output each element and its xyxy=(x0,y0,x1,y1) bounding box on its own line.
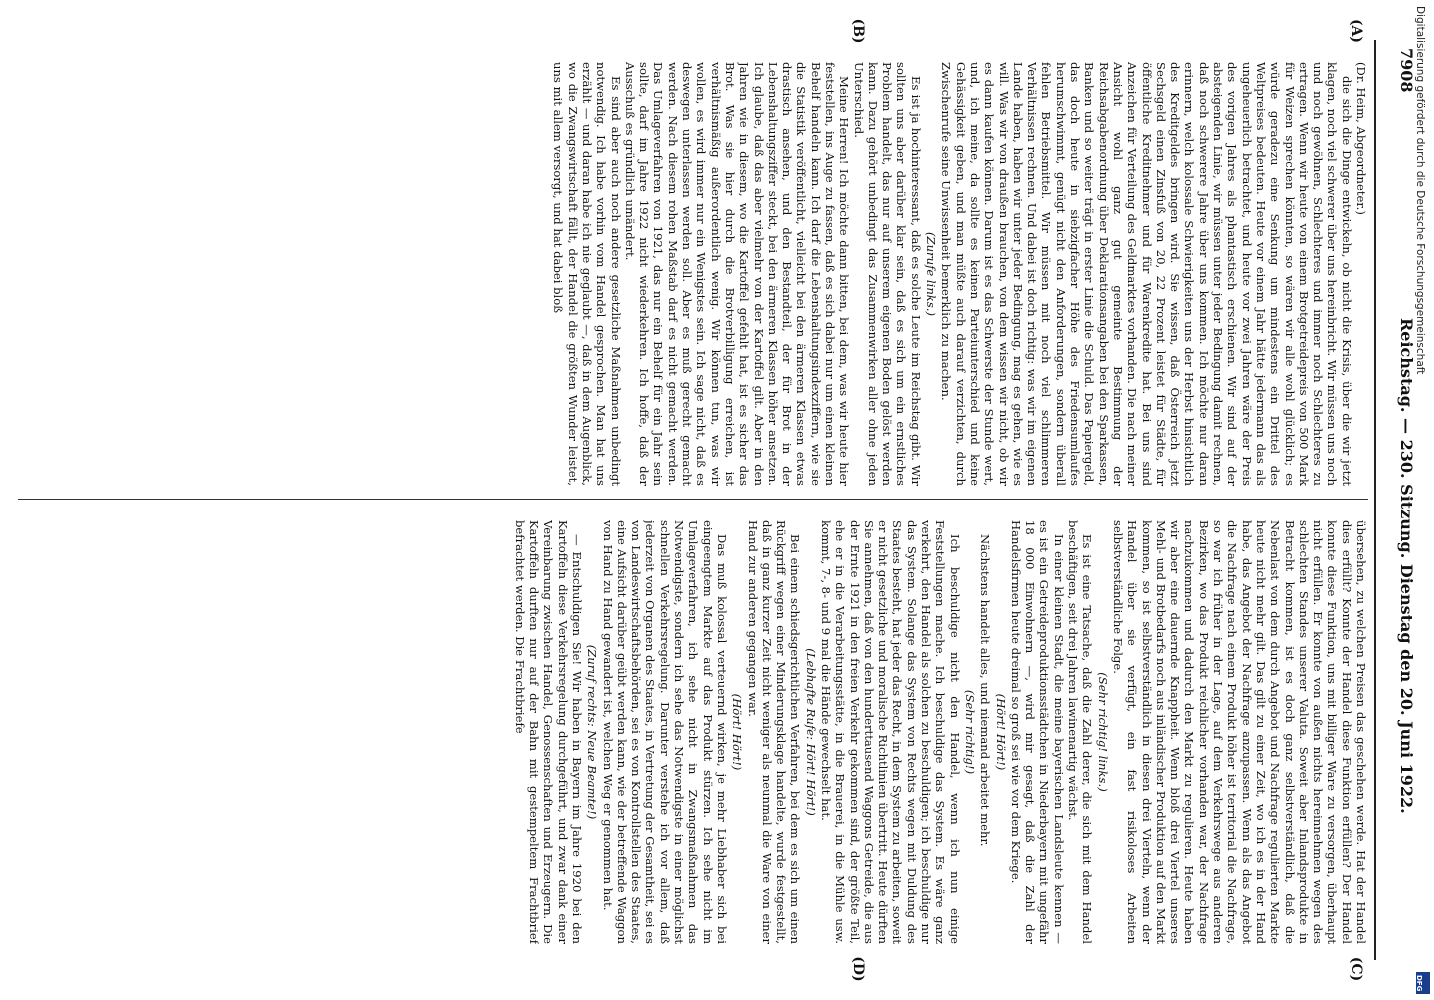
header-rule xyxy=(1374,40,1376,960)
paragraph: übersehen, zu welchen Preisen das geschehen werde. Hat der Handel dies erfüllt? Konnte der Handel diese Funktion erfüllen? Der Handel konnte diese Funktion, uns mit billiger Ware zu versorgen, überhaupt nicht erfüllen. Er konnte von außen nichts hereinnehmen wegen des schlechten Standes unserer Valuta. Soweit aber Inlandsprodukte in Betracht kommen, ist es doch ganz selbstverständlich, daß die Nebenlast von dem durch Angebot und Nachfrage regulierten Markte heute nicht mehr gilt. Das gilt zu einer Zeit, wo ich es in der Hand habe, das Angebot der Nachfrage anzupassen. Wenn als das Angebot die Nachfrage nach einem Produkt höher ist territorial die Nachfrage, so war ich früher in der Lage, auf dem Verkehrswege aus anderen Bezirken, wo das Produkt reichlicher vorhanden war, der Nachfrage nachzukommen und dadurch den Markt zu regulieren. Heute haben wir aber eine dauernde Knappheit. Wenn bloß drei Viertel unseres Mehl- und Brotbedarfs noch aus inländischer Produktion auf den Markt kommen, so ist selbstverständlich in diesen drei Vierteln, wenn der Handel über sie verfügt, ein fast risikoloses Arbeiten selbstverständliche Folge. xyxy=(1110,520,1368,944)
interjection: (Zurufe links.) xyxy=(924,232,939,316)
paragraph: Das muß kolossal verteuernd wirken, je mehr Liebhaber sich bei eingeengtem Markte auf das Produkt stürzen. Ich sehe nicht im Umlageverfahren, ich sehe nicht in Zwangsmaßnahmen das Notwendigste, sondern ich sehe das Notwendigste in einer möglichst schnellen Verkehrsregelung. Darunter verstehe ich vor allem, daß jederzeit von Organen des Staates, in Vertretung der Gesamtheit, sei es von Landeswirtschaftsbehörden, sei es von Kontrollstellen des Staates, eine Aufsicht darüber geübt werden kann, wie der betreffende Waggon von Hand zu Hand gewandert ist, welchen Weg er genommen hat. xyxy=(600,520,729,944)
paragraph: — Entschuldigen Sie! Wir haben in Bayern im Jahre 1920 bei den Kartoffeln diese Verkehrsregelung durchgeführt, und zwar dank einer Vereinbarung zwischen Handel, Genossenschaften und Erzeugern. Die Kartoffeln durften nur auf der Bahn mit gestempeltem Frachtbrief befrachtet werden. Die Frachtbriefe xyxy=(512,520,584,944)
paragraph: (Dr. Heim, Abgeordneter.) xyxy=(1354,62,1368,215)
paragraph: Ich beschuldige nicht den Handel, wenn ich nun einige Feststellungen mache. Ich beschuldige das System. Es wäre ganz verkehrt, den Handel als solchen zu beschuldigen; ich beschuldige nur das System. Solange das System von Rechts wegen mit Duldung des Staates besteht, hat jeder das Recht, in dem System zu arbeiten, soweit er nicht gesetzliche und moralische Richtlinien übertritt. Heute dürften Sie annehmen, daß von den hunderttausend Waggons Getreide, die aus der Ernte 1921 in den freien Verkehr gekommen sind, der größte Teil, ehe er in die Verarbeitungsstätte, in die Brauerei, in die Mühle usw. kommt, 7-, 8- und 9 mal die Hände gewechselt hat. xyxy=(819,520,962,944)
interjection: (Hört! Hört!) xyxy=(993,693,1008,771)
column-divider xyxy=(18,499,1368,500)
paragraph: Es ist ja hochinteressant, daß es solche Leute im Reichstag gibt. Wir sollten uns aber darüber klar sein, daß es sich um ein ernstliches Problem handelt, das nur auf unserem eigenen Boden gelöst werden kann. Dazu gehört unbedingt das Zusammenwirken aller ohne jeden Unterschied. xyxy=(851,62,923,486)
right-text-column xyxy=(18,520,1368,944)
page-number: 7908 xyxy=(1397,48,1416,93)
margin-mark-c: (C) xyxy=(1348,956,1364,982)
interjection: (Lebhafte Rufe: Hört! Hört!) xyxy=(803,648,818,816)
running-title: Reichstag. — 230. Sitzung. Dienstag den 20. Juni 1922. xyxy=(1397,318,1416,814)
margin-mark-a: (A) xyxy=(1348,18,1364,44)
paragraph: Meine Herren! Ich möchte dann bitten, bei dem, was wir heute hier feststellen, ins Auge zu fassen, daß es sich dabei nur um einen kleinen Behelf handeln kann. Ich darf die Lebenshaltungsindexziffern, wie sie die Statistik veröffentlicht, vielleicht bei den ärmeren Klassen etwas drastisch ansehen, und den Bestandteil, der für Brot in der Lebenshaltungsziffer steckt, bei den ärmeren Klassen höher ansetzen. Ich glaube, daß das aber vielmehr von der Kartoffel gilt. Aber in den Jahren wie in diesem, wo die Kartoffel gefehlt hat, ist es sicher das Brot. Was sie hier durch die Brotverbilligung erreichen, ist verhältnismäßig außerordentlich wenig. Wir können tun, was wir wollen, es wird immer nur ein Wenigstes sein. Ich sage nicht, daß es deswegen unterlassen werden soll. Aber es muß gerecht gemacht werden. Nach diesem rohen Maßstab darf es nicht gemacht werden. Das Umlageverfahren von 1921, das nur ein Behelf für ein Jahr sein sollte, darf im Jahre 1922 nicht wiederkehren. Ich hoffe, daß der Ausschuß es gründlich umändert. xyxy=(622,62,852,486)
paragraph: die sich die Dinge entwickeln, ob nicht die Krisis, über die wir jetzt klagen, noch viel schwerer über uns hereinbricht. Wir müssen uns noch und noch gewöhnen, Schlechteres und immer noch Schlechteres zu ertragen. Wenn wir heute von einem Brotgetreidepreis von 500 Mark für Weizen sprechen könnten, so wären wir alle wohl glücklich; es würde geradezu eine Senkung um mindestens ein Drittel des Weltpreises bedeuten. Heute vor einem Jahr hätte jedermann das als ungeheuerlich betrachtet, und heute vor zwei Jahren wäre der Preis des vorigen Jahres als phantastisch erschienen. Wir sind auf der absteigenden Linie, wir müssen unter jeder Bedingung damit rechnen, daß noch schwerere Jahre über uns kommen. Ich möchte nur daran erinnern, welch kolossale Schwierigkeiten uns der Herbst hinsichtlich des Kreditgeldes bringen wird. Sie wissen, daß Österreich jetzt Sechsgeld einen Zinsfuß von 20, 22 Prozent leistet für Städte, für öffentliche Kreditnehmer und für Warenkredite hat. Bei uns sind Anzeichen für Verteilung des Geldmarktes vorhanden. Die nach meiner Ansicht wohl ganz gut gemeinte Bestimmung der Reichsabgabenordnung über Deklarationsangaben bei den Sparkassen, Banken und so weiter trägt in erster Linie die Schuld. Das Papiergeld, das doch heute in siebzigfacher Höhe des Friedensumlaufes herumschwimmt, genügt nicht den Anforderungen, sondern überall fehlen Betriebsmittel. Wir müssen mit noch viel schlimmeren Verhältnissen rechnen. Und dabei ist doch richtig: was wir im eigenen Lande haben, haben wir unter jeder Bedingung, mag es gehen, wie es will. Was wir von draußen brauchen, von dem wissen wir nicht, ob wir es dann kaufen können. Darum ist es das Schwerste der Stunde wert, und, ich meine, da sollte es keinen Parteiunterschied und keine Gehässigkeit geben, und man müßte auch darauf verzichten, durch Zwischenrufe seine Unwissenheit bemerklich zu machen. xyxy=(939,62,1354,486)
paragraph: Bei einem schiedsgerichtlichen Verfahren, bei dem es sich um einen Rückgriff wegen einer Minderungsklage handelte, wurde festgestellt, daß in ganz kurzer Zeit nicht weniger als neunmal die Ware von einer Hand zur anderen gegangen war. xyxy=(745,520,803,944)
dfg-logo: DFG xyxy=(1416,972,1430,994)
paragraph: Nächstens handelt alles, und niemand arbeitet mehr. xyxy=(978,534,993,847)
paragraph: In einer kleinen Stadt, die meine bayerischen Landsleute kennen — es ist ein Getreideproduktionsstädtchen in Niederbayern mit ungefähr 18 000 Einwohnern —, wird mir gesagt, daß die Zahl der Handelsfirmen heute dreimal so groß sei wie vor dem Kriege. xyxy=(1008,520,1066,944)
interjection: (Sehr richtig! links.) xyxy=(1095,672,1110,792)
interjection: (Zuruf rechts: Neue Beamte!) xyxy=(585,644,600,820)
margin-mark-d: (D) xyxy=(850,956,866,982)
digitization-credit xyxy=(1412,6,1432,996)
digitization-credit-text: Digitalisierung gefördert durch die Deutsche Forschungsgemeinschaft xyxy=(1414,6,1426,375)
left-text-column xyxy=(18,62,1368,486)
paragraph: Es sind aber auch noch andere gesetzliche Maßnahmen unbedingt notwendig. Ich habe vorhin vom Handel gesprochen. Man hat uns erzählt — und daran habe ich nie geglaubt —, daß in dem Augenblick, wo die Zwangswirtschaft fällt, der Handel die größten Wunder leistet, uns mit allem versorgt, und hat dabei bloß xyxy=(551,62,623,486)
margin-mark-b: (B) xyxy=(850,18,866,44)
interjection: (Sehr richtig!) xyxy=(962,689,977,775)
paragraph: Es ist eine Tatsache, daß die Zahl derer, die sich mit dem Handel beschäftigen, seit drei Jahren lawinenartig wächst. xyxy=(1066,520,1095,944)
interjection: (Hört! Hört!) xyxy=(730,693,745,771)
